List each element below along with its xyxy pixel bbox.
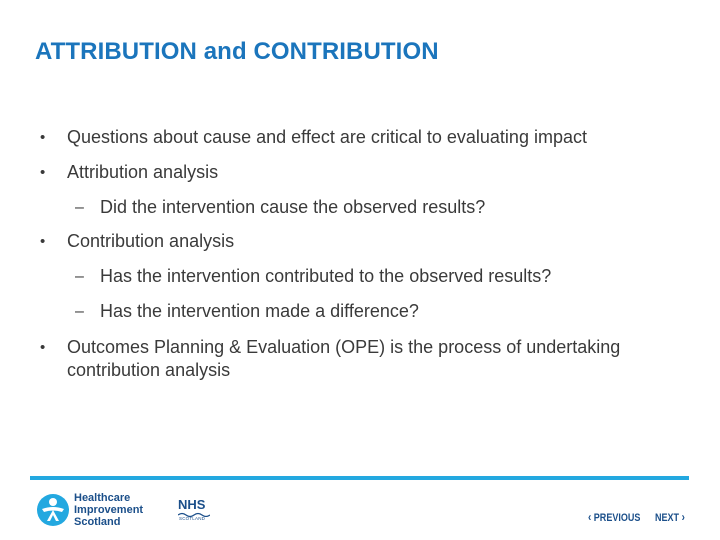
sub-bullet-item <box>75 300 419 323</box>
nhs-scotland-logo <box>176 497 214 524</box>
sub-bullet-marker: – <box>75 303 84 320</box>
bullet-item <box>40 336 692 382</box>
chevron-right-icon: › <box>681 510 685 524</box>
bullet-text: Contribution analysis <box>67 231 235 251</box>
sub-bullet-marker: – <box>75 199 84 216</box>
bullet-text: Attribution analysis <box>67 162 219 182</box>
his-wordmark <box>74 492 143 528</box>
chevron-left-icon: ‹ <box>588 510 592 524</box>
his-wordmark-line: Improvement <box>74 504 144 516</box>
bullet-item <box>40 230 235 253</box>
sub-bullet-text: Has the intervention made a difference? <box>100 301 419 321</box>
sub-bullet-marker: – <box>75 268 84 285</box>
his-emblem-icon <box>36 493 70 527</box>
his-wordmark-line: Healthcare <box>74 492 131 504</box>
sub-bullet-text: Has the intervention contributed to the observed results? <box>100 266 552 286</box>
previous-button[interactable] <box>588 510 640 524</box>
healthcare-improvement-scotland-logo <box>36 490 143 530</box>
bullet-marker: • <box>40 233 46 250</box>
bullet-text: Questions about cause and effect are critical to evaluating impact <box>67 127 587 147</box>
bullet-marker: • <box>40 129 46 146</box>
nhs-subtitle: SCOTLAND <box>179 516 206 521</box>
previous-label: PREVIOUS <box>593 512 641 524</box>
bullet-marker: • <box>40 339 46 356</box>
sub-bullet-item <box>75 265 552 288</box>
nhs-wordmark: NHS <box>178 497 206 512</box>
bullet-marker: • <box>40 164 46 181</box>
sub-bullet-text: Did the intervention cause the observed results? <box>100 197 486 217</box>
bullet-item <box>40 126 587 149</box>
his-wordmark-line: Scotland <box>74 516 121 528</box>
slide-title: ATTRIBUTION and CONTRIBUTION <box>35 38 439 65</box>
bullet-text: Outcomes Planning & Evaluation (OPE) is the process of undertaking contribution analysis <box>67 337 621 380</box>
next-button[interactable] <box>655 510 685 524</box>
sub-bullet-item <box>75 196 486 219</box>
bullet-item <box>40 161 219 184</box>
next-label: NEXT <box>655 512 680 524</box>
footer-divider <box>30 476 689 480</box>
